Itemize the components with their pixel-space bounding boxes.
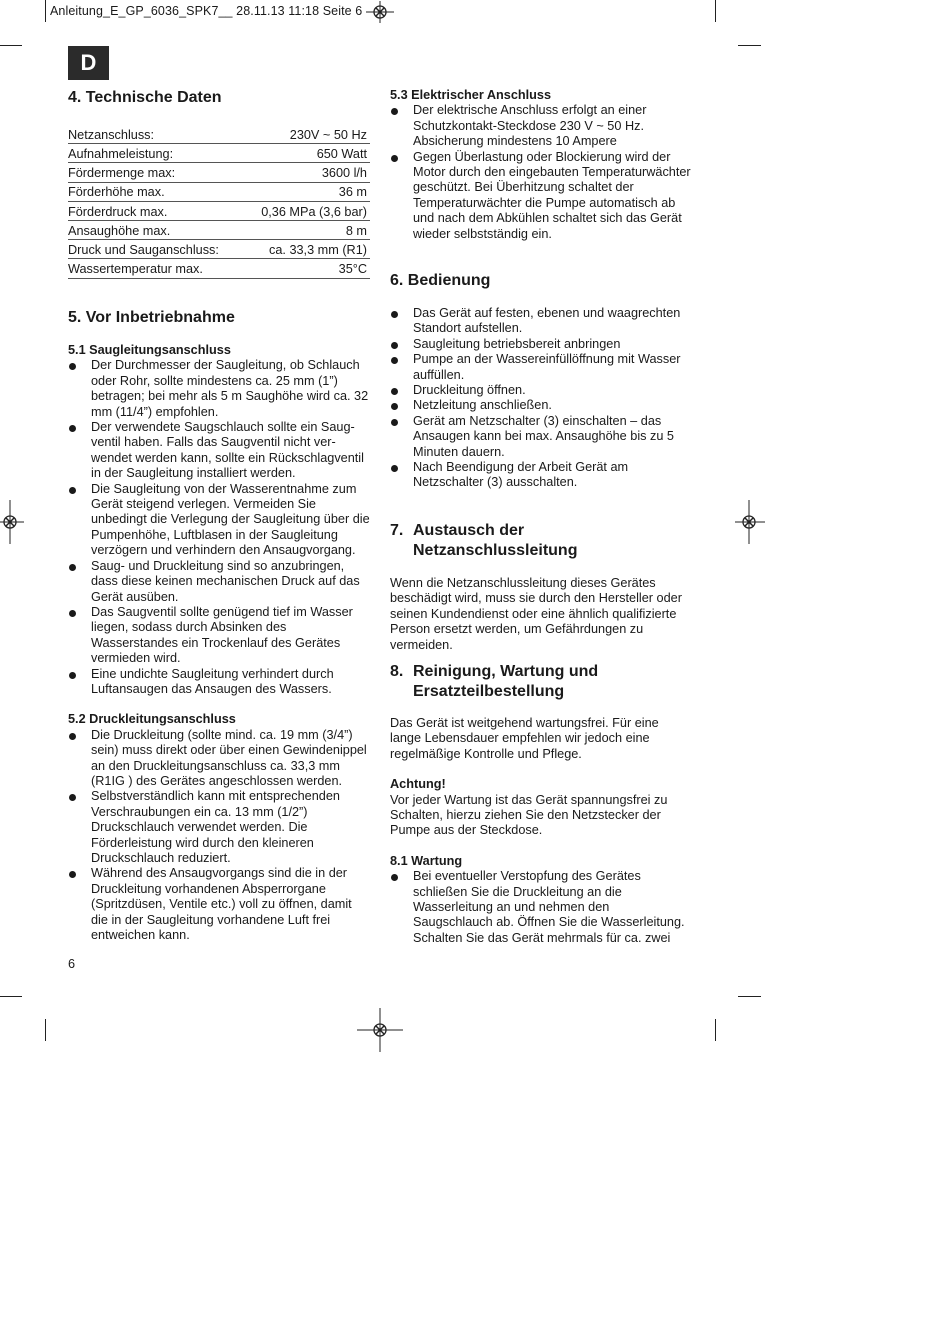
registration-mark-icon xyxy=(735,500,765,544)
spec-label: Aufnahmeleistung: xyxy=(68,144,244,163)
caution-title: Achtung! xyxy=(390,777,446,792)
crop-mark xyxy=(715,1019,716,1041)
spec-value: 3600 l/h xyxy=(244,163,371,182)
paragraph: Vor jeder Wartung ist das Gerät spannungsfrei zu Schalten, hierzu ziehen Sie den Netzstecker der Pumpe aus der Steckdose. xyxy=(390,792,668,838)
bullet-list xyxy=(68,358,370,697)
section-5-3-electrical xyxy=(390,88,692,242)
subsection-title: 8.1 Wartung xyxy=(390,853,463,868)
table-row xyxy=(68,125,370,144)
subsection-title: 5.3 Elektrischer Anschluss xyxy=(390,88,552,102)
list-item: Die Saugleitung von der Wasserentnahme zum Gerät steigend verlegen. Vermeiden Sie unbedingt die Verlegung der Saugleitung über die Pumpenhöhe, Luftblasen in der Saugleitung verzögern und verhindern den Ansaugvorgang. xyxy=(68,482,370,559)
bullet-list xyxy=(390,869,692,946)
paragraph: Das Gerät ist weitgehend wartungsfrei. Für eine lange Lebensdauer empfehlen wir jedoch eine regelmäßige Kontrolle und Pflege. xyxy=(390,716,659,761)
section-title: 4. Technische Daten xyxy=(68,89,222,106)
crop-mark xyxy=(45,1019,46,1041)
list-item: Gegen Überlastung oder Blockierung wird der Motor durch den eingebauten Temperaturwächter geschützt. Bei Überhitzung schaltet der Temperaturwächter die Pumpe automatisch ab und nach dem Abkühlen schaltet sich das Gerät wieder selbstständig ein. xyxy=(390,150,692,242)
crop-mark xyxy=(45,0,46,22)
crop-mark xyxy=(715,0,716,22)
section-7-cable-replacement xyxy=(390,521,692,653)
spec-label: Förderhöhe max. xyxy=(68,182,244,201)
language-badge: D xyxy=(68,46,109,80)
spec-label: Druck und Sauganschluss: xyxy=(68,240,244,259)
list-item: Das Gerät auf festen, ebenen und waagrechten Standort aufstellen. xyxy=(390,306,692,337)
section-title: 5. Vor Inbetriebnahme xyxy=(68,309,235,326)
subsection-title: 5.1 Saugleitungsanschluss xyxy=(68,343,231,357)
spec-label: Wassertemperatur max. xyxy=(68,259,244,278)
crop-mark xyxy=(0,996,22,997)
registration-mark-icon xyxy=(0,500,24,544)
crop-mark xyxy=(738,996,761,997)
spec-label: Fördermenge max: xyxy=(68,163,244,182)
table-row xyxy=(68,240,370,259)
section-4-technical-data xyxy=(68,88,370,279)
list-item: Eine undichte Saugleitung verhindert durch Luftansaugen das Ansaugen des Wassers. xyxy=(68,667,370,698)
table-row xyxy=(68,220,370,239)
list-item: Während des Ansaugvorgangs sind die in der Druckleitung vorhandenen Absperrorgane (Spritzdüsen, Ventile etc.) voll zu öffnen, damit die in der Saugleitung vorhandene Luft frei entweichen kann. xyxy=(68,866,370,943)
list-item: Netzleitung anschließen. xyxy=(390,398,692,413)
list-item: Der Durchmesser der Saugleitung, ob Schlauch oder Rohr, sollte mindestens ca. 25 mm (1”) betragen; bei mehr als 5 m Saughöhe wird ca. 32 mm (11/4”) empfohlen. xyxy=(68,358,370,420)
bullet-list xyxy=(68,728,370,944)
crop-mark xyxy=(738,45,761,46)
section-5-before-commissioning xyxy=(68,308,370,943)
section-title: 7. Austausch der Netzanschlussleitung xyxy=(390,522,578,559)
crop-mark xyxy=(0,45,22,46)
list-item: Selbstverständlich kann mit entsprechenden Verschraubungen ein ca. 13 mm (1/2”) Druckschlauch verwendet werden. Die Förderleistung wird durch den kleineren Druckschlauch reduziert. xyxy=(68,789,370,866)
spec-label: Netzanschluss: xyxy=(68,125,244,144)
spec-label: Ansaughöhe max. xyxy=(68,220,244,239)
bullet-list xyxy=(390,103,692,242)
print-slug-header: Anleitung_E_GP_6036_SPK7__ 28.11.13 11:18 Seite 6 xyxy=(50,4,363,18)
registration-mark-icon xyxy=(366,1,394,23)
list-item: Pumpe an der Wassereinfüllöffnung mit Wasser auffüllen. xyxy=(390,352,692,383)
registration-mark-icon xyxy=(357,1008,403,1052)
spec-value: 230V ~ 50 Hz xyxy=(244,125,371,144)
spec-label: Förderdruck max. xyxy=(68,201,244,220)
table-row xyxy=(68,163,370,182)
page-number: 6 xyxy=(68,957,76,971)
table-row xyxy=(68,201,370,220)
list-item: Gerät am Netzschalter (3) einschalten – das Ansaugen kann bei max. Ansaughöhe bis zu 5 Minuten dauern. xyxy=(390,414,692,460)
list-item: Bei eventueller Verstopfung des Gerätes schließen Sie die Druckleitung an die Wasserleitung an und nehmen den Saugschlauch ab. Öffnen Sie die Wasserleitung. Schalten Sie das Gerät mehrmals für ca. zwei xyxy=(390,869,692,946)
section-6-operation xyxy=(390,271,692,491)
list-item: Die Druckleitung (sollte mind. ca. 19 mm (3/4”) sein) muss direkt oder über einen Gewindenippel an den Druckleitungsanschluss ca. 33,3 mm (R1IG ) des Gerätes angeschlossen werden. xyxy=(68,728,370,790)
section-title: 8. Reinigung, Wartung und Ersatzteilbestellung xyxy=(390,663,599,700)
list-item: Nach Beendigung der Arbeit Gerät am Netzschalter (3) ausschalten. xyxy=(390,460,692,491)
list-item: Der verwendete Saugschlauch sollte ein Saug-ventil haben. Falls das Saugventil nicht ver-wendet werden kann, sollte ein Rückschlagventil in der Saugleitung installiert werden. xyxy=(68,420,370,482)
table-row xyxy=(68,182,370,201)
bullet-list xyxy=(390,306,692,491)
list-item: Das Saugventil sollte genügend tief im Wasser liegen, sodass durch Absinken des Wasserstandes ein Trockenlauf des Gerätes vermieden wird. xyxy=(68,605,370,667)
tech-data-table xyxy=(68,125,370,279)
table-row xyxy=(68,259,370,278)
spec-value: 0,36 MPa (3,6 bar) xyxy=(244,201,371,220)
list-item: Saugleitung betriebsbereit anbringen xyxy=(390,337,692,352)
spec-value: 8 m xyxy=(244,220,371,239)
spec-value: 36 m xyxy=(244,182,371,201)
spec-value: 650 Watt xyxy=(244,144,371,163)
list-item: Saug- und Druckleitung sind so anzubringen, dass diese keinen mechanischen Druck auf das Gerät ausüben. xyxy=(68,559,370,605)
list-item: Druckleitung öffnen. xyxy=(390,383,692,398)
subsection-title: 5.2 Druckleitungsanschluss xyxy=(68,712,236,727)
table-row xyxy=(68,144,370,163)
section-title: 6. Bedienung xyxy=(390,272,491,289)
spec-value: 35°C xyxy=(244,259,371,278)
paragraph: Wenn die Netzanschlussleitung dieses Gerätes beschädigt wird, muss sie durch den Hersteller oder seinen Kundendienst oder eine ähnlich qualifizierte Person ersetzt werden, um Gefährdungen zu vermeiden. xyxy=(390,576,682,652)
section-8-maintenance xyxy=(390,662,692,946)
spec-value: ca. 33,3 mm (R1) xyxy=(244,240,371,259)
list-item: Der elektrische Anschluss erfolgt an einer Schutzkontakt-Steckdose 230 V ~ 50 Hz. Absicherung mindestens 10 Ampere xyxy=(390,103,692,149)
